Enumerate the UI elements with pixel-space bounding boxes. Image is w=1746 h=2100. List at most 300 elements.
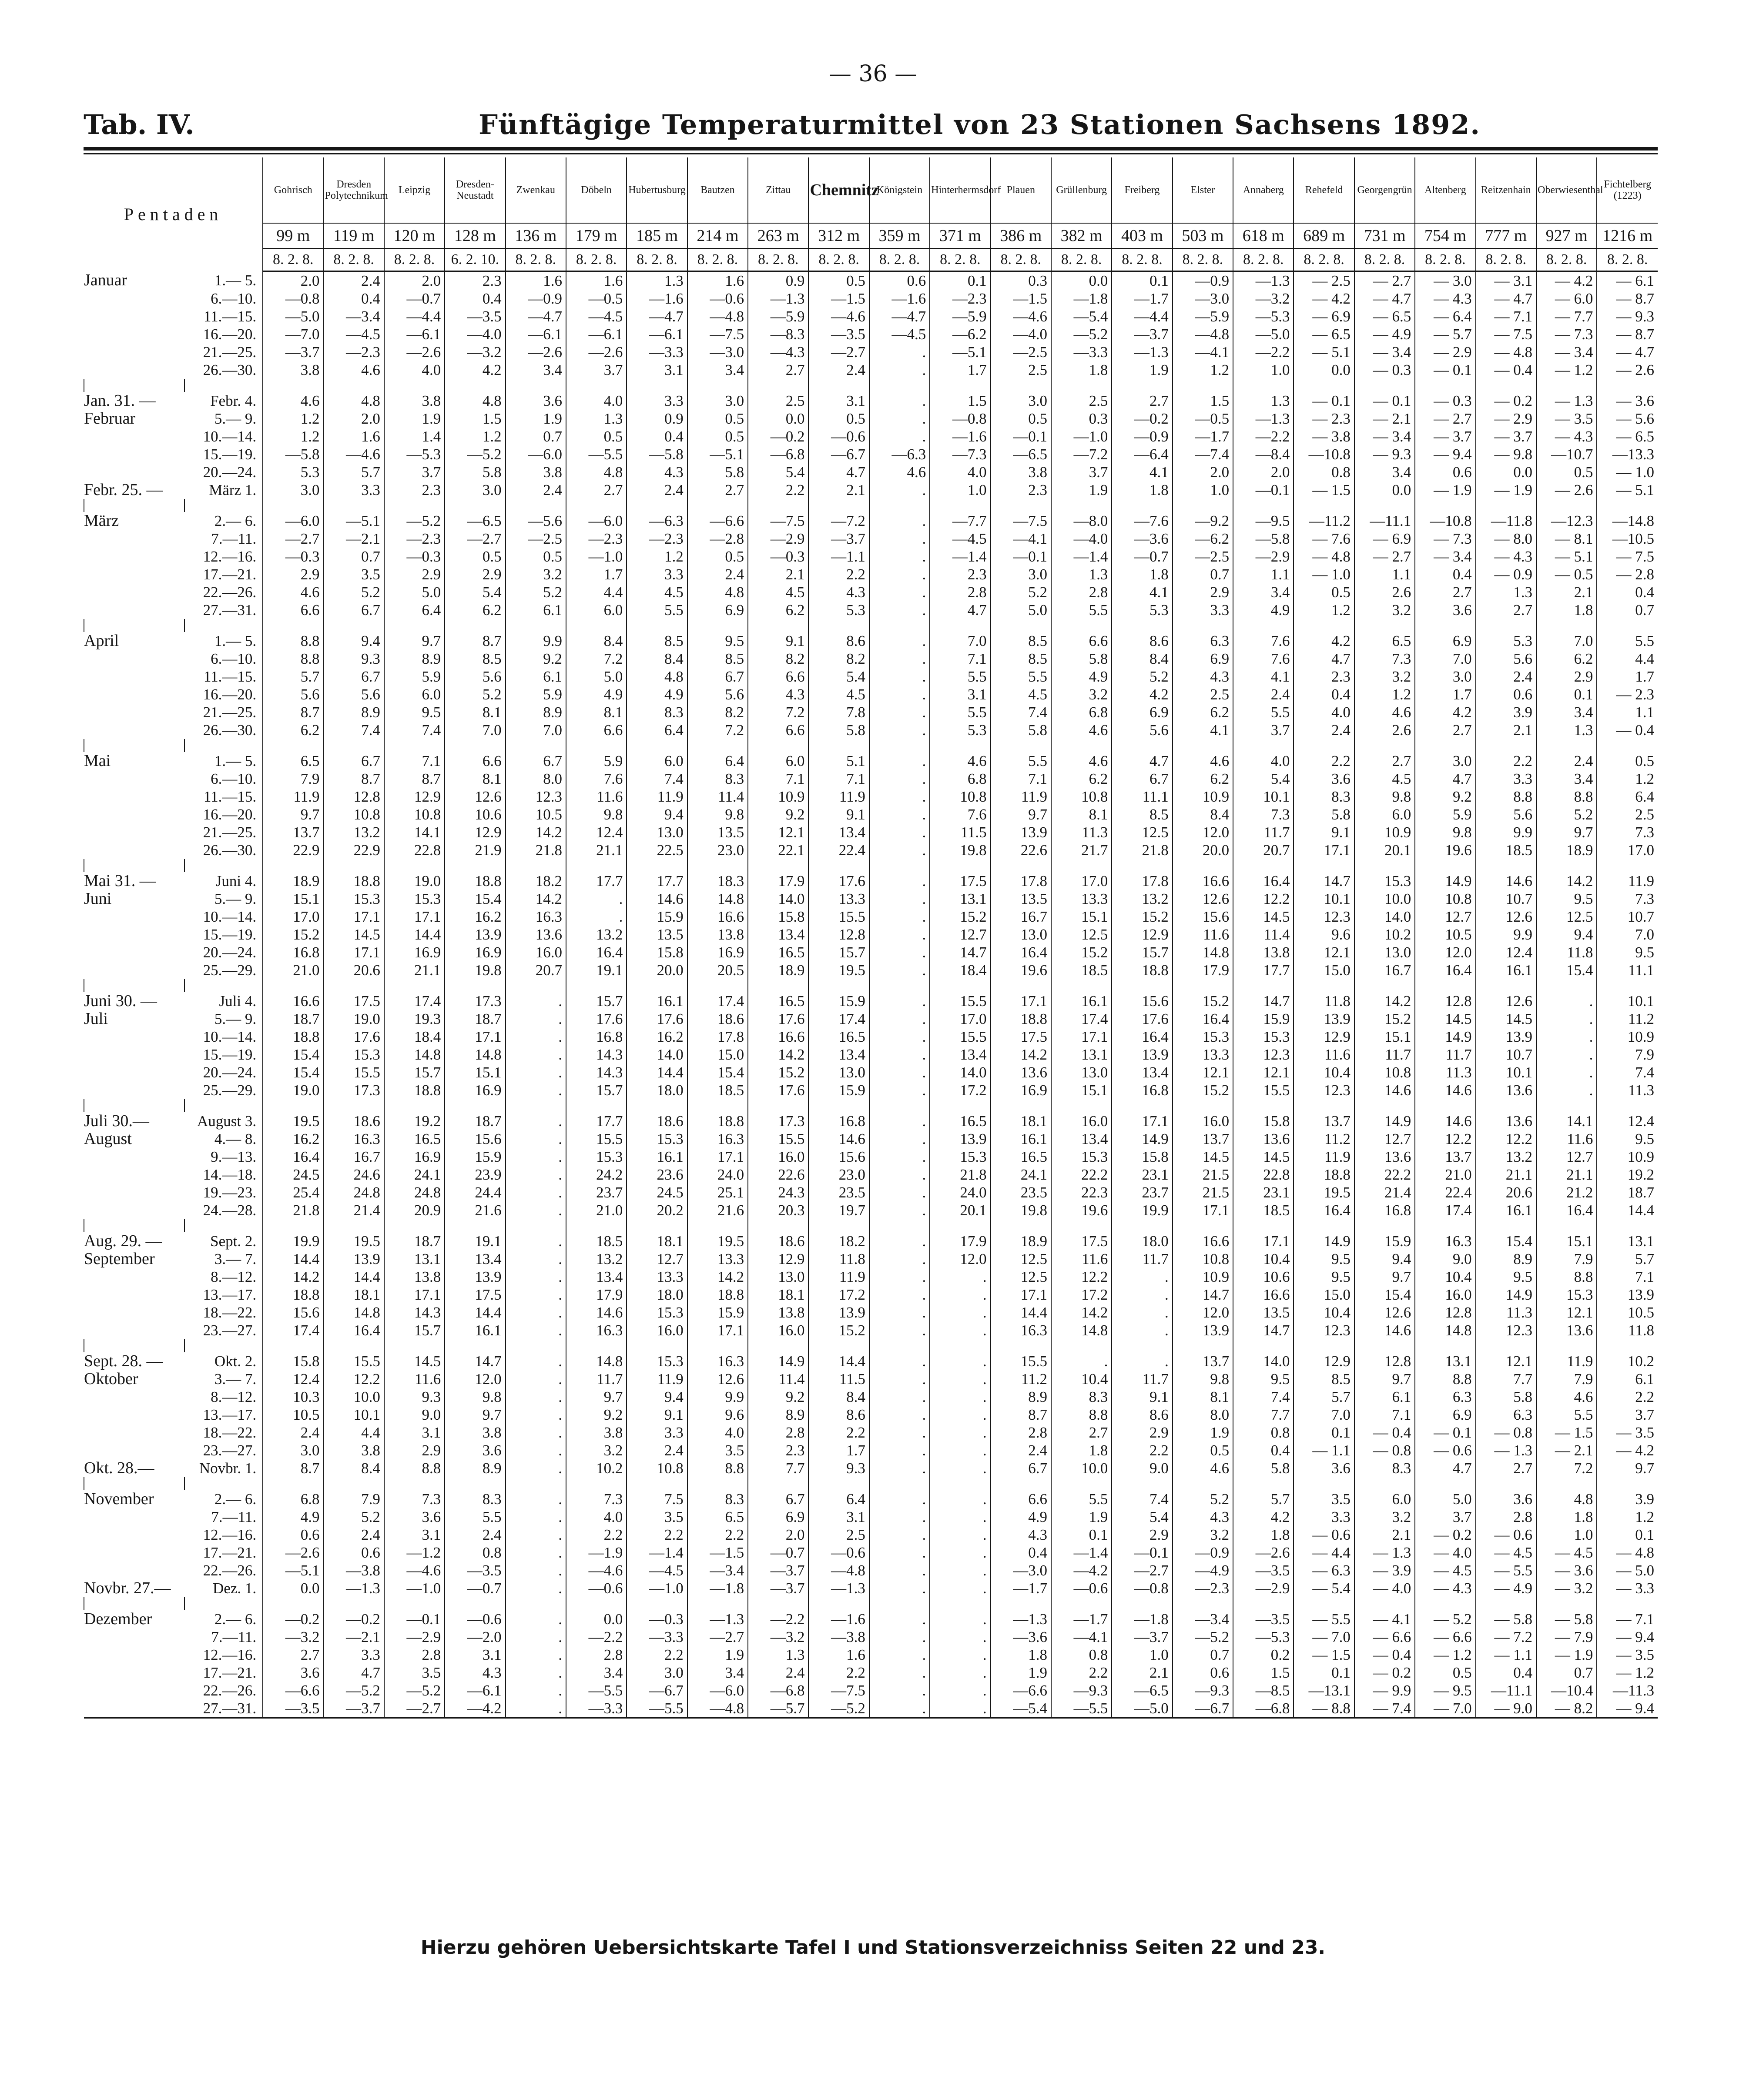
temperature-cell: —0.2 xyxy=(1112,410,1172,428)
temperature-cell: 2.5 xyxy=(1173,686,1233,703)
temperature-cell: 14.8 xyxy=(1415,1321,1475,1339)
temperature-cell: . xyxy=(869,1148,930,1166)
temperature-cell: . xyxy=(506,1526,566,1544)
temperature-cell: . xyxy=(930,1508,990,1526)
temperature-cell: 1.0 xyxy=(1112,1646,1172,1664)
table-row xyxy=(84,992,1658,1010)
temperature-cell: 4.2 xyxy=(445,361,505,379)
temperature-cell: —2.9 xyxy=(1233,548,1294,565)
temperature-cell: 6.2 xyxy=(1173,770,1233,788)
temperature-cell: —3.5 xyxy=(445,1562,505,1579)
temperature-cell: 20.1 xyxy=(930,1201,990,1219)
temperature-cell: 13.2 xyxy=(323,823,384,841)
temperature-cell: 23.0 xyxy=(687,841,748,859)
temperature-cell: 14.2 xyxy=(1354,992,1415,1010)
temperature-cell: 12.1 xyxy=(1294,943,1354,961)
temperature-cell: 4.0 xyxy=(1294,703,1354,721)
temperature-cell: — 3.4 xyxy=(1354,428,1415,445)
temperature-cell: 6.1 xyxy=(1354,1388,1415,1406)
temperature-cell: 11.8 xyxy=(1597,1321,1658,1339)
temperature-cell: 3.4 xyxy=(687,361,748,379)
station-obs-times: 8. 2. 8. xyxy=(566,248,627,271)
temperature-cell: 7.0 xyxy=(930,632,990,650)
temperature-cell: 17.1 xyxy=(384,908,445,926)
temperature-cell: 13.3 xyxy=(687,1250,748,1268)
temperature-cell: 9.4 xyxy=(1536,926,1597,943)
temperature-cell: 19.8 xyxy=(445,961,505,979)
temperature-cell: 7.1 xyxy=(748,770,808,788)
temperature-cell: — 3.3 xyxy=(1597,1579,1658,1597)
temperature-cell: 2.4 xyxy=(445,1526,505,1544)
temperature-cell: —0.2 xyxy=(748,428,808,445)
temperature-cell: . xyxy=(869,530,930,548)
station-altitude: 312 m xyxy=(808,223,869,248)
temperature-cell: 7.7 xyxy=(1476,1370,1536,1388)
temperature-cell: —7.5 xyxy=(687,325,748,343)
temperature-cell: 4.8 xyxy=(323,392,384,410)
temperature-cell: . xyxy=(869,1459,930,1477)
table-row xyxy=(84,1544,1658,1562)
temperature-cell: 14.7 xyxy=(1294,872,1354,890)
temperature-cell: 11.6 xyxy=(1536,1130,1597,1148)
temperature-cell: 3.5 xyxy=(627,1508,687,1526)
group-spacer xyxy=(84,379,1658,392)
temperature-cell: 1.9 xyxy=(1051,1508,1112,1526)
temperature-cell: . xyxy=(869,1010,930,1028)
temperature-cell: 1.8 xyxy=(1112,565,1172,583)
temperature-cell: 13.0 xyxy=(1051,1063,1112,1081)
temperature-cell: 16.9 xyxy=(687,943,748,961)
temperature-cell: 5.6 xyxy=(323,686,384,703)
temperature-cell: 7.2 xyxy=(566,650,627,668)
temperature-cell: 11.7 xyxy=(1415,1046,1475,1063)
temperature-cell: —3.2 xyxy=(1233,290,1294,308)
table-row xyxy=(84,668,1658,686)
footer-note: Hierzu gehören Uebersichtskarte Tafel I und Stationsverzeichniss Seiten 22 und 23. xyxy=(420,1936,1326,1959)
temperature-cell: 4.9 xyxy=(566,686,627,703)
temperature-cell: 10.9 xyxy=(748,788,808,806)
temperature-cell: — 0.2 xyxy=(1415,1526,1475,1544)
temperature-cell: — 9.4 xyxy=(1597,1699,1658,1718)
temperature-cell: 11.5 xyxy=(930,823,990,841)
temperature-cell: 1.2 xyxy=(1294,601,1354,619)
temperature-cell: 8.2 xyxy=(808,650,869,668)
temperature-cell: — 4.3 xyxy=(1415,290,1475,308)
temperature-cell: 4.6 xyxy=(1536,1388,1597,1406)
temperature-cell: . xyxy=(506,1028,566,1046)
temperature-cell: 4.3 xyxy=(991,1526,1051,1544)
temperature-cell: 0.4 xyxy=(445,290,505,308)
temperature-cell: 13.7 xyxy=(1173,1352,1233,1370)
temperature-cell: —4.6 xyxy=(323,445,384,463)
temperature-cell: — 2.6 xyxy=(1597,361,1658,379)
temperature-cell: — 7.0 xyxy=(1415,1699,1475,1718)
temperature-cell: 18.7 xyxy=(1597,1184,1658,1201)
temperature-cell: 16.8 xyxy=(808,1112,869,1130)
temperature-cell: — 6.0 xyxy=(1536,290,1597,308)
station-obs-times: 8. 2. 8. xyxy=(1233,248,1294,271)
temperature-cell: 5.0 xyxy=(1415,1490,1475,1508)
temperature-cell: 15.4 xyxy=(1536,961,1597,979)
pentade-range: 9.—13. xyxy=(211,1148,257,1165)
temperature-cell: —1.9 xyxy=(566,1544,627,1562)
temperature-cell: —0.1 xyxy=(1112,1544,1172,1562)
temperature-cell: —0.3 xyxy=(748,548,808,565)
temperature-cell: 18.9 xyxy=(991,1232,1051,1250)
temperature-cell: . xyxy=(869,703,930,721)
temperature-cell: 6.2 xyxy=(1051,770,1112,788)
temperature-cell: 5.6 xyxy=(687,686,748,703)
temperature-cell: 16.7 xyxy=(323,1148,384,1166)
temperature-cell: . xyxy=(506,1579,566,1597)
temperature-cell: 12.0 xyxy=(445,1370,505,1388)
temperature-cell: 13.6 xyxy=(991,1063,1051,1081)
temperature-cell: 12.1 xyxy=(1173,1063,1233,1081)
temperature-cell: — 4.9 xyxy=(1354,325,1415,343)
temperature-cell: —2.5 xyxy=(991,343,1051,361)
temperature-cell: — 5.1 xyxy=(1294,343,1354,361)
temperature-cell: 1.3 xyxy=(1476,583,1536,601)
temperature-cell: 1.6 xyxy=(808,1646,869,1664)
temperature-cell: 3.3 xyxy=(1294,1508,1354,1526)
temperature-cell: —1.3 xyxy=(748,290,808,308)
temperature-cell: —1.3 xyxy=(1233,410,1294,428)
month-label xyxy=(84,530,184,548)
temperature-cell: — 9.0 xyxy=(1476,1699,1536,1718)
temperature-cell: 16.9 xyxy=(445,1081,505,1099)
temperature-cell: 20.5 xyxy=(687,961,748,979)
temperature-cell: . xyxy=(869,872,930,890)
temperature-cell: 16.4 xyxy=(566,943,627,961)
temperature-cell: 15.2 xyxy=(808,1321,869,1339)
temperature-cell: —0.2 xyxy=(323,1610,384,1628)
temperature-cell: —0.9 xyxy=(1173,1544,1233,1562)
group-spacer xyxy=(84,1219,1658,1232)
month-label xyxy=(84,1166,184,1184)
temperature-cell: 17.2 xyxy=(1051,1286,1112,1304)
temperature-cell: —5.3 xyxy=(1233,1628,1294,1646)
temperature-cell: 4.2 xyxy=(1233,1508,1294,1526)
temperature-cell: 4.6 xyxy=(1354,703,1415,721)
month-label xyxy=(84,703,184,721)
temperature-cell: 3.4 xyxy=(1536,770,1597,788)
month-label xyxy=(84,1682,184,1699)
temperature-cell: 15.3 xyxy=(323,1046,384,1063)
temperature-cell: . xyxy=(930,1699,990,1718)
temperature-cell: — 2.9 xyxy=(1415,343,1475,361)
temperature-cell: 6.8 xyxy=(930,770,990,788)
temperature-cell: 14.1 xyxy=(384,823,445,841)
temperature-cell: 16.4 xyxy=(1173,1010,1233,1028)
temperature-cell: 19.6 xyxy=(991,961,1051,979)
temperature-cell: 0.4 xyxy=(991,1544,1051,1562)
temperature-cell: — 7.1 xyxy=(1597,1610,1658,1628)
month-label xyxy=(84,926,184,943)
temperature-cell: 15.4 xyxy=(263,1063,323,1081)
temperature-cell: 4.7 xyxy=(930,601,990,619)
temperature-cell: 10.8 xyxy=(323,806,384,823)
pentade-range: 15.—19. xyxy=(203,926,257,943)
temperature-cell: 13.4 xyxy=(808,823,869,841)
temperature-cell: —5.9 xyxy=(1173,308,1233,325)
temperature-cell: —6.0 xyxy=(687,1682,748,1699)
temperature-cell: 5.6 xyxy=(263,686,323,703)
temperature-cell: 1.5 xyxy=(930,392,990,410)
temperature-cell: 12.8 xyxy=(1354,1352,1415,1370)
temperature-cell: 5.0 xyxy=(566,668,627,686)
temperature-cell: 18.8 xyxy=(384,1081,445,1099)
temperature-cell: 15.1 xyxy=(1536,1232,1597,1250)
temperature-cell: —3.5 xyxy=(1233,1562,1294,1579)
temperature-cell: 9.0 xyxy=(384,1406,445,1424)
temperature-cell: —6.5 xyxy=(1112,1682,1172,1699)
temperature-cell: —3.0 xyxy=(991,1562,1051,1579)
station-obs-times: 8. 2. 8. xyxy=(1354,248,1415,271)
temperature-cell: 15.9 xyxy=(627,908,687,926)
pentade-range: Juli 4. xyxy=(219,993,257,1010)
temperature-cell: 16.4 xyxy=(1415,961,1475,979)
temperature-cell: 19.0 xyxy=(263,1081,323,1099)
station-name: Hinterhermsdorf xyxy=(930,157,990,223)
temperature-cell: 13.6 xyxy=(1536,1321,1597,1339)
temperature-cell: . xyxy=(506,992,566,1010)
temperature-cell: — 3.5 xyxy=(1536,410,1597,428)
temperature-cell: 3.1 xyxy=(627,361,687,379)
temperature-cell: —9.5 xyxy=(1233,512,1294,530)
pentade-range: 13.—17. xyxy=(203,1286,257,1303)
temperature-cell: —1.0 xyxy=(1051,428,1112,445)
table-row xyxy=(84,271,1658,290)
temperature-cell: . xyxy=(869,686,930,703)
temperature-cell: 4.6 xyxy=(263,583,323,601)
temperature-cell: —2.3 xyxy=(384,530,445,548)
temperature-cell: . xyxy=(930,1610,990,1628)
temperature-cell: 3.3 xyxy=(627,565,687,583)
temperature-cell: —9.3 xyxy=(1173,1682,1233,1699)
station-altitude: 754 m xyxy=(1415,223,1475,248)
temperature-cell: 8.8 xyxy=(1536,788,1597,806)
pentade-range: 12.—16. xyxy=(203,1526,257,1543)
temperature-cell: 3.0 xyxy=(627,1664,687,1682)
station-name: Dresden Polytechnikum xyxy=(323,157,384,223)
temperature-cell: —5.6 xyxy=(506,512,566,530)
temperature-cell: 12.2 xyxy=(1476,1130,1536,1148)
temperature-cell: 18.1 xyxy=(991,1112,1051,1130)
temperature-cell: 5.4 xyxy=(1233,770,1294,788)
temperature-cell: —2.2 xyxy=(1233,428,1294,445)
temperature-cell: 18.0 xyxy=(1112,1232,1172,1250)
temperature-cell: . xyxy=(506,1508,566,1526)
pentade-range: 3.— 7. xyxy=(214,1371,257,1388)
table-row xyxy=(84,1286,1658,1304)
temperature-cell: 4.5 xyxy=(627,583,687,601)
temperature-cell: — 2.3 xyxy=(1294,410,1354,428)
temperature-cell: 16.5 xyxy=(991,1148,1051,1166)
temperature-cell: 19.8 xyxy=(991,1201,1051,1219)
temperature-cell: 14.0 xyxy=(1233,1352,1294,1370)
temperature-cell: 13.9 xyxy=(445,1268,505,1286)
temperature-cell: 3.6 xyxy=(1415,601,1475,619)
temperature-cell: —6.7 xyxy=(808,445,869,463)
temperature-cell: 8.5 xyxy=(687,650,748,668)
temperature-cell: 14.8 xyxy=(323,1304,384,1321)
temperature-cell: 2.4 xyxy=(1294,721,1354,739)
temperature-cell: — 7.1 xyxy=(1476,308,1536,325)
temperature-cell: 13.6 xyxy=(1233,1130,1294,1148)
temperature-cell: —6.2 xyxy=(930,325,990,343)
pentade-range: 22.—26. xyxy=(203,584,257,601)
station-name: Leipzig xyxy=(384,157,445,223)
temperature-cell: 21.1 xyxy=(1536,1166,1597,1184)
temperature-cell: 19.3 xyxy=(384,1010,445,1028)
temperature-cell: 15.9 xyxy=(808,1081,869,1099)
temperature-cell: — 8.1 xyxy=(1536,530,1597,548)
temperature-cell: —1.8 xyxy=(1051,290,1112,308)
station-name: Bautzen xyxy=(687,157,748,223)
temperature-cell: 2.8 xyxy=(1051,583,1112,601)
temperature-cell: 6.6 xyxy=(748,721,808,739)
temperature-cell: 15.2 xyxy=(1354,1010,1415,1028)
temperature-cell: —6.6 xyxy=(687,512,748,530)
temperature-cell: . xyxy=(506,1352,566,1370)
temperature-cell: 12.7 xyxy=(930,926,990,943)
temperature-cell: 6.6 xyxy=(263,601,323,619)
temperature-cell: 5.2 xyxy=(991,583,1051,601)
table-label: Tab. IV. xyxy=(84,109,194,140)
temperature-cell: 6.3 xyxy=(1415,1388,1475,1406)
table-row xyxy=(84,841,1658,859)
temperature-cell: —2.6 xyxy=(263,1544,323,1562)
temperature-cell: 4.3 xyxy=(748,686,808,703)
temperature-cell: 16.1 xyxy=(627,992,687,1010)
temperature-cell: 3.9 xyxy=(1597,1490,1658,1508)
temperature-cell: 13.0 xyxy=(748,1268,808,1286)
temperature-cell: 4.7 xyxy=(1294,650,1354,668)
temperature-cell: 6.7 xyxy=(323,668,384,686)
temperature-cell: 17.9 xyxy=(566,1286,627,1304)
temperature-cell: 1.7 xyxy=(808,1441,869,1459)
temperature-cell: 12.2 xyxy=(1415,1130,1475,1148)
temperature-cell: 0.3 xyxy=(991,271,1051,290)
temperature-cell: 11.4 xyxy=(687,788,748,806)
temperature-cell: 3.6 xyxy=(1476,1490,1536,1508)
temperature-cell: 17.6 xyxy=(566,1010,627,1028)
temperature-cell: — 3.7 xyxy=(1415,428,1475,445)
temperature-cell: . xyxy=(869,1304,930,1321)
station-altitude: 403 m xyxy=(1112,223,1172,248)
temperature-cell: 1.2 xyxy=(1173,361,1233,379)
temperature-cell: — 1.5 xyxy=(1294,481,1354,499)
temperature-cell: 1.9 xyxy=(991,1664,1051,1682)
temperature-cell: 13.6 xyxy=(1354,1148,1415,1166)
temperature-cell: —6.2 xyxy=(1173,530,1233,548)
temperature-cell: 1.9 xyxy=(506,410,566,428)
temperature-cell: 15.3 xyxy=(1354,872,1415,890)
station-name: Zittau xyxy=(748,157,808,223)
temperature-cell: 16.9 xyxy=(991,1081,1051,1099)
station-name: Georgengrün xyxy=(1354,157,1415,223)
pentade-range: 27.—31. xyxy=(203,602,257,619)
temperature-cell: 12.9 xyxy=(748,1250,808,1268)
temperature-cell: 19.5 xyxy=(323,1232,384,1250)
pentade-range: 8.—12. xyxy=(211,1388,257,1405)
temperature-cell: —6.3 xyxy=(627,512,687,530)
temperature-cell: 18.8 xyxy=(263,1286,323,1304)
temperature-cell: . xyxy=(566,890,627,908)
temperature-cell: 7.3 xyxy=(1597,823,1658,841)
temperature-cell: —1.5 xyxy=(991,290,1051,308)
station-obs-times: 8. 2. 8. xyxy=(506,248,566,271)
temperature-cell: —7.5 xyxy=(991,512,1051,530)
temperature-cell: 16.8 xyxy=(1354,1201,1415,1219)
temperature-cell: —1.6 xyxy=(627,290,687,308)
temperature-cell: 18.8 xyxy=(687,1286,748,1304)
temperature-cell: 16.9 xyxy=(384,943,445,961)
temperature-cell: 16.3 xyxy=(687,1352,748,1370)
temperature-cell: 2.3 xyxy=(991,481,1051,499)
temperature-cell: 5.5 xyxy=(1051,601,1112,619)
temperature-cell: —6.1 xyxy=(566,325,627,343)
temperature-cell: 5.4 xyxy=(445,583,505,601)
temperature-cell: 12.5 xyxy=(1536,908,1597,926)
temperature-cell: 3.4 xyxy=(566,1664,627,1682)
temperature-cell: —4.9 xyxy=(1173,1562,1233,1579)
temperature-cell: — 5.4 xyxy=(1294,1579,1354,1597)
temperature-cell: 4.6 xyxy=(1051,721,1112,739)
temperature-cell: 8.9 xyxy=(748,1406,808,1424)
temperature-cell: 19.9 xyxy=(263,1232,323,1250)
temperature-cell: —10.7 xyxy=(1536,445,1597,463)
temperature-cell: 9.2 xyxy=(566,1406,627,1424)
temperature-cell: —4.0 xyxy=(445,325,505,343)
temperature-cell: —2.3 xyxy=(1173,1579,1233,1597)
temperature-cell: 5.5 xyxy=(1536,1406,1597,1424)
temperature-cell: 2.8 xyxy=(991,1424,1051,1441)
temperature-cell: 2.8 xyxy=(748,1424,808,1441)
station-name: Oberwiesenthal xyxy=(1536,157,1597,223)
temperature-cell: —4.4 xyxy=(1112,308,1172,325)
temperature-cell: 18.9 xyxy=(263,872,323,890)
temperature-cell: — 1.1 xyxy=(1294,1441,1354,1459)
station-obs-times: 8. 2. 8. xyxy=(1294,248,1354,271)
temperature-cell: 12.4 xyxy=(566,823,627,841)
temperature-cell: 16.6 xyxy=(263,992,323,1010)
temperature-cell: 18.6 xyxy=(627,1112,687,1130)
temperature-cell: 13.1 xyxy=(1415,1352,1475,1370)
table-row xyxy=(84,530,1658,548)
temperature-cell: 21.8 xyxy=(506,841,566,859)
temperature-cell: 13.6 xyxy=(1476,1112,1536,1130)
temperature-cell: 11.8 xyxy=(1294,992,1354,1010)
month-label xyxy=(84,583,184,601)
temperature-cell: 1.5 xyxy=(445,410,505,428)
temperature-cell: 17.7 xyxy=(566,1112,627,1130)
month-label: April xyxy=(84,632,119,650)
temperature-cell: 9.8 xyxy=(1415,823,1475,841)
temperature-cell: 20.1 xyxy=(1354,841,1415,859)
temperature-cell: 9.1 xyxy=(627,1406,687,1424)
temperature-cell: —5.3 xyxy=(384,445,445,463)
temperature-cell: 6.2 xyxy=(1536,650,1597,668)
temperature-cell: 0.4 xyxy=(1476,1664,1536,1682)
temperature-cell: 23.1 xyxy=(1112,1166,1172,1184)
temperature-cell: 11.9 xyxy=(627,788,687,806)
temperature-cell: 23.6 xyxy=(627,1166,687,1184)
temperature-cell: 17.1 xyxy=(384,1286,445,1304)
month-label xyxy=(84,308,184,325)
temperature-cell: 5.8 xyxy=(1476,1388,1536,1406)
temperature-cell: 6.7 xyxy=(687,668,748,686)
